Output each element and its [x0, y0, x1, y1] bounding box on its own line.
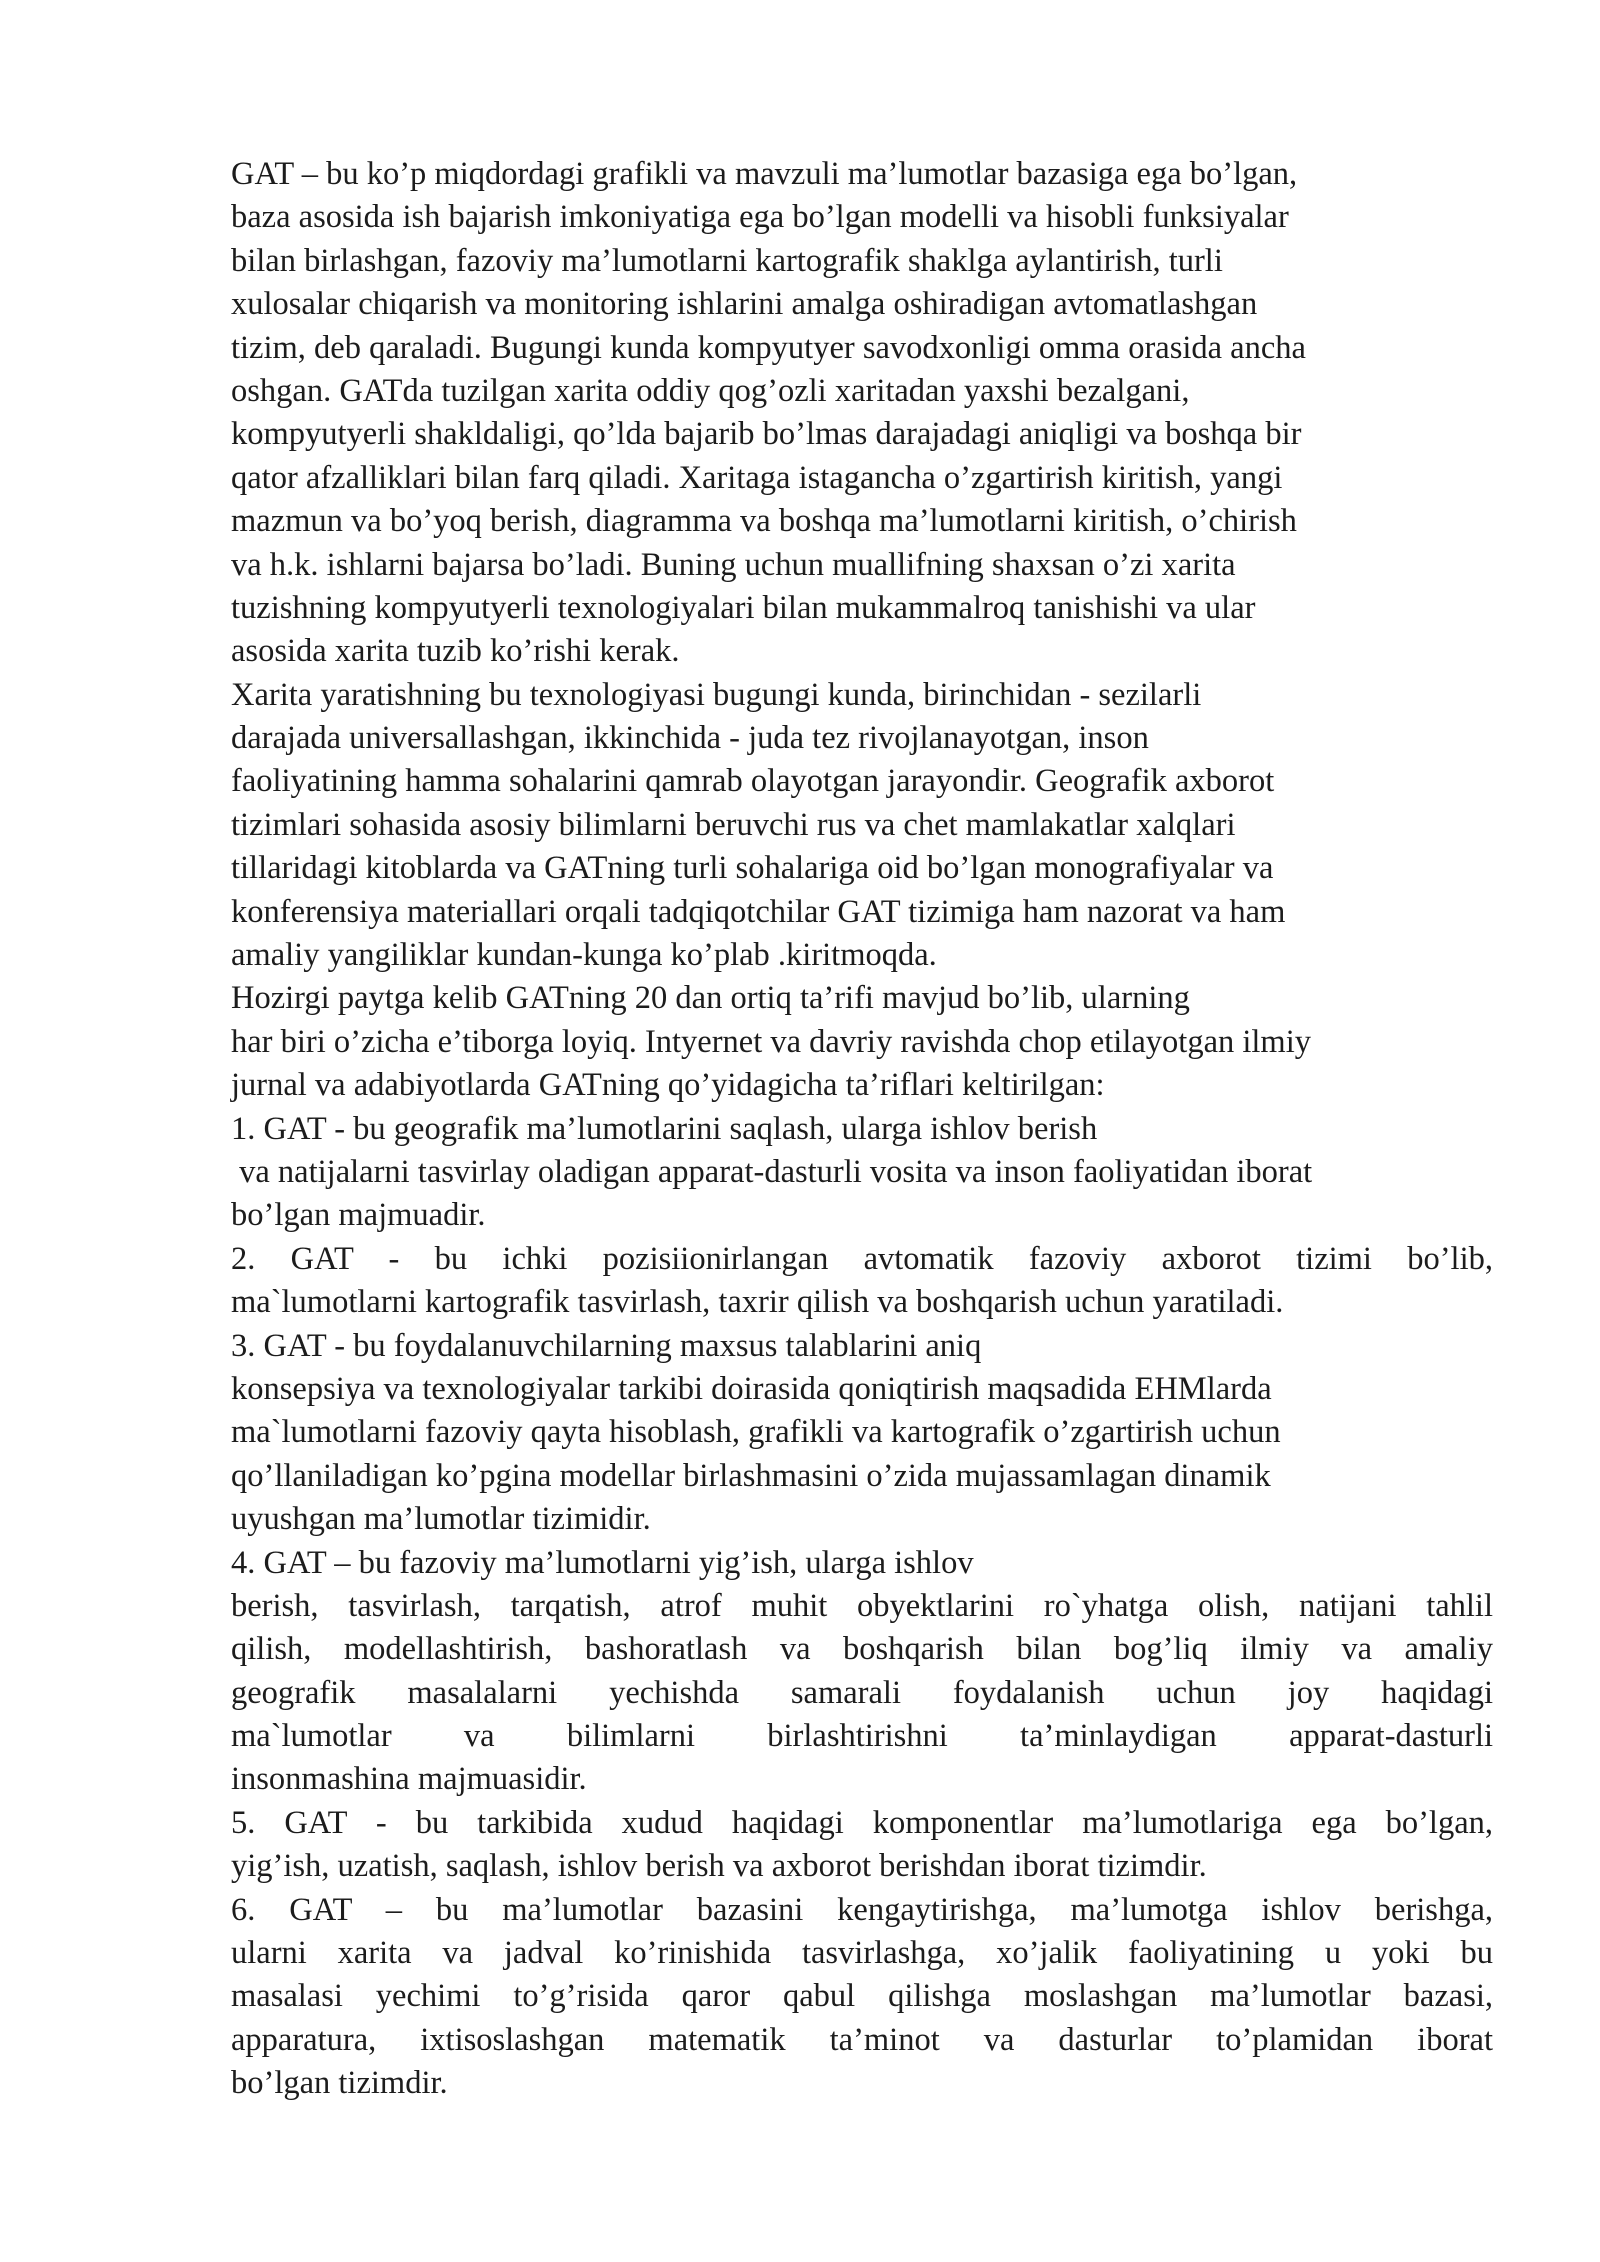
document-body-text [231, 153, 1493, 2106]
text-line: apparatura, ixtisoslashgan matematik ta’minot va dasturlar to’plamidan iborat [231, 2021, 1493, 2058]
text-line: 1. GAT - bu geografik ma’lumotlarini saqlash, ularga ishlov berish [231, 1110, 1098, 1147]
text-line: ma`lumotlarni fazoviy qayta hisoblash, grafikli va kartografik o’zgartirish uchun [231, 1414, 1281, 1451]
text-line: Hozirgi paytga kelib GATning 20 dan ortiq ta’rifi mavjud bo’lib, ularning [231, 980, 1190, 1017]
text-line: bilan birlashgan, fazoviy ma’lumotlarni kartografik shaklga aylantirish, turli [231, 242, 1223, 279]
text-line: insonmashina majmuasidir. [231, 1761, 587, 1798]
text-line: asosida xarita tuzib ko’rishi kerak. [231, 633, 680, 670]
text-line: va h.k. ishlarni bajarsa bo’ladi. Buning uchun muallifning shaxsan o’zi xarita [231, 546, 1236, 583]
text-line: 5. GAT - bu tarkibida xudud haqidagi komponentlar ma’lumotlariga ega bo’lgan, [231, 1804, 1493, 1841]
text-line: amaliy yangiliklar kundan-kunga ko’plab .kiritmoqda. [231, 937, 937, 974]
text-line: qo’llaniladigan ko’pgina modellar birlashmasini o’zida mujassamlagan dinamik [231, 1457, 1271, 1494]
text-line: berish, tasvirlash, tarqatish, atrof muhit obyektlarini ro`yhatga olish, natijani tahlil [231, 1587, 1493, 1624]
text-line: 4. GAT – bu fazoviy ma’lumotlarni yig’ish, ularga ishlov [231, 1544, 974, 1581]
text-line: faoliyatining hamma sohalarini qamrab olayotgan jarayondir. Geografik axborot [231, 763, 1275, 800]
text-line: jurnal va adabiyotlarda GATning qo’yidagicha ta’riflari keltirilgan: [231, 1067, 1105, 1104]
text-line: tizim, deb qaraladi. Bugungi kunda kompyutyer savodxonligi omma orasida ancha [231, 329, 1306, 366]
text-line: qator afzalliklari bilan farq qiladi. Xaritaga istagancha o’zgartirish kiritish, yangi [231, 459, 1283, 496]
text-line: xulosalar chiqarish va monitoring ishlarini amalga oshiradigan avtomatlashgan [231, 286, 1258, 323]
text-line: tillaridagi kitoblarda va GATning turli sohalariga oid bo’lgan monografiyalar va [231, 850, 1274, 887]
text-line: 6. GAT – bu ma’lumotlar bazasini kengaytirishga, ma’lumotga ishlov berishga, [231, 1891, 1493, 1928]
text-line: kompyutyerli shakldaligi, qo’lda bajarib bo’lmas darajadagi aniqligi va boshqa bir [231, 416, 1302, 453]
text-line: 3. GAT - bu foydalanuvchilarning maxsus talablarini aniq [231, 1327, 982, 1364]
text-line: GAT – bu ko’p miqdordagi grafikli va mavzuli ma’lumotlar bazasiga ega bo’lgan, [231, 156, 1298, 192]
text-line: har biri o’zicha e’tiborga loyiq. Intyernet va davriy ravishda chop etilayotgan ilmiy [231, 1023, 1311, 1060]
text-line: baza asosida ish bajarish imkoniyatiga ega bo’lgan modelli va hisobli funksiyalar [231, 199, 1289, 236]
text-line: uyushgan ma’lumotlar tizimidir. [231, 1501, 651, 1538]
text-line: bo’lgan tizimdir. [231, 2065, 448, 2102]
text-line: ularni xarita va jadval ko’rinishida tasvirlashga, xo’jalik faoliyatining u yoki bu [231, 1935, 1493, 1972]
text-line: Xarita yaratishning bu texnologiyasi bugungi kunda, birinchidan - sezilarli [231, 676, 1202, 713]
text-line: masalasi yechimi to’g’risida qaror qabul qilishga moslashgan ma’lumotlar bazasi, [231, 1978, 1493, 2015]
text-line: konsepsiya va texnologiyalar tarkibi doirasida qoniqtirish maqsadida EHMlarda [231, 1370, 1272, 1407]
text-line: konferensiya materiallari orqali tadqiqotchilar GAT tizimiga ham nazorat va ham [231, 893, 1286, 930]
text-line: ma`lumotlarni kartografik tasvirlash, taxrir qilish va boshqarish uchun yaratiladi. [231, 1284, 1284, 1321]
text-line: tuzishning kompyutyerli texnologiyalari bilan mukammalroq tanishishi va ular [231, 589, 1256, 626]
text-line: oshgan. GATda tuzilgan xarita oddiy qog’ozli xaritadan yaxshi bezalgani, [231, 372, 1190, 409]
text-line: bo’lgan majmuadir. [231, 1197, 486, 1234]
text-line: ma`lumotlar va bilimlarni birlashtirishni ta’minlaydigan apparat-dasturli [231, 1718, 1493, 1755]
text-line: mazmun va bo’yoq berish, diagramma va boshqa ma’lumotlarni kiritish, o’chirish [231, 503, 1297, 540]
text-line: yig’ish, uzatish, saqlash, ishlov berish va axborot berishdan iborat tizimdir. [231, 1848, 1207, 1885]
text-line: qilish, modellashtirish, bashoratlash va boshqarish bilan bog’liq ilmiy va amaliy [231, 1631, 1493, 1668]
text-line: va natijalarni tasvirlay oladigan apparat-dasturli vosita va inson faoliyatidan iborat [231, 1153, 1313, 1190]
text-line: 2. GAT - bu ichki pozisiionirlangan avtomatik fazoviy axborot tizimi bo’lib, [231, 1240, 1493, 1277]
text-line: geografik masalalarni yechishda samarali foydalanish uchun joy haqidagi [231, 1674, 1493, 1711]
text-line: tizimlari sohasida asosiy bilimlarni beruvchi rus va chet mamlakatlar xalqlari [231, 806, 1236, 843]
text-line: darajada universallashgan, ikkinchida - juda tez rivojlanayotgan, inson [231, 720, 1149, 757]
